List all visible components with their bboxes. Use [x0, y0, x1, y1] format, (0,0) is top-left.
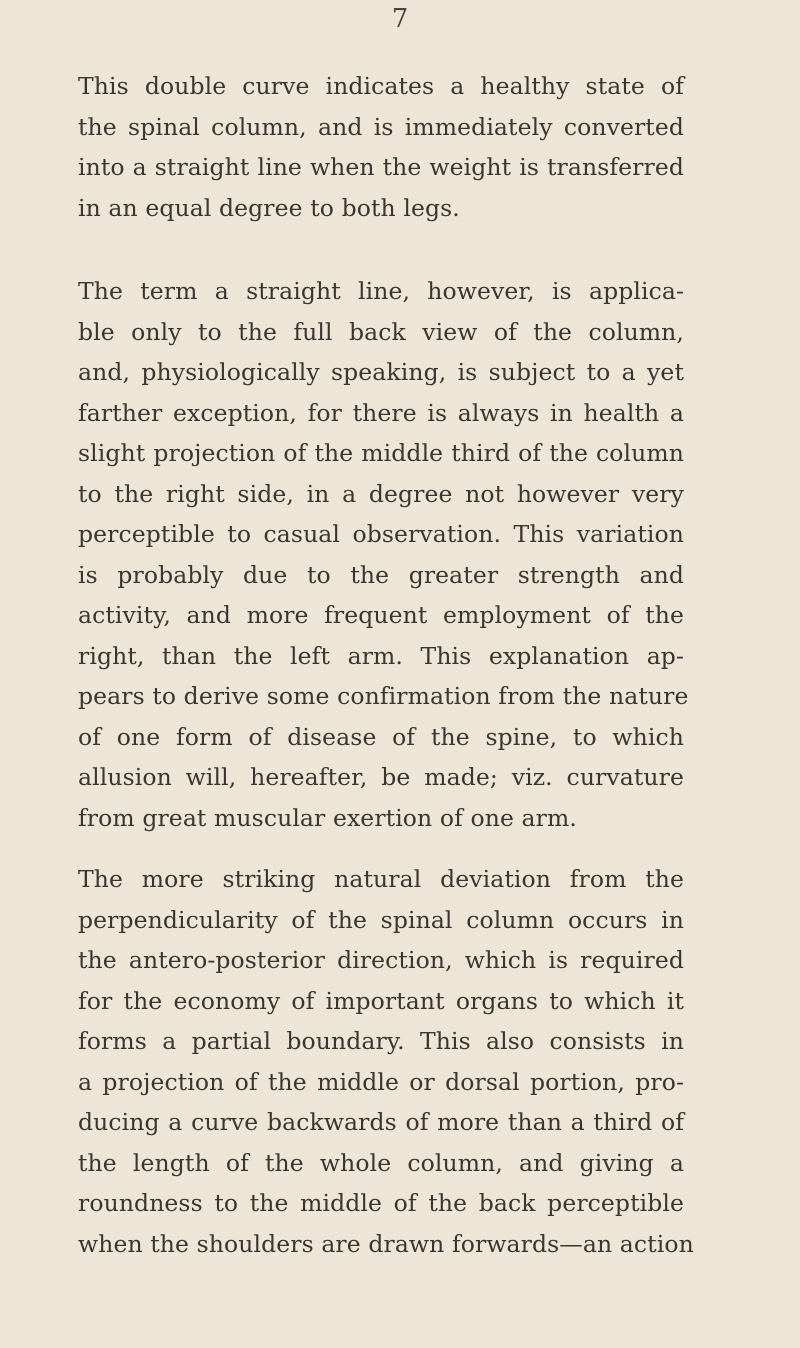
text-line: activity, and more frequent employment of the	[78, 601, 684, 629]
text-line: pears to derive some confirmation from the nature	[78, 682, 689, 710]
text-line: the spinal column, and is immediately converted	[78, 112, 684, 141]
text-line: slight projection of the middle third of the column	[78, 439, 684, 467]
text-line: into a straight line when the weight is transferred	[78, 153, 684, 181]
text-line: and, physiologically speaking, is subject to a yet	[78, 358, 684, 386]
page-number: 7	[391, 4, 409, 34]
paragraph-1	[78, 66, 684, 228]
text-line: ble only to the full back view of the column,	[78, 317, 684, 346]
text-line: the length of the whole column, and giving a	[78, 1148, 684, 1177]
text-line: the antero-posterior direction, which is required	[78, 946, 684, 974]
text-line: in an equal degree to both legs.	[78, 193, 460, 222]
text-line: perpendicularity of the spinal column occurs in	[78, 905, 684, 934]
text-line: perceptible to casual observation. This variation	[78, 520, 684, 548]
text-line: allusion will, hereafter, be made; viz. curvature	[78, 763, 684, 791]
text-line: farther exception, for there is always in health a	[78, 398, 684, 427]
text-line: of one form of disease of the spine, to which	[78, 722, 684, 751]
text-line: The more striking natural deviation from the	[78, 865, 684, 893]
text-line: right, than the left arm. This explanation ap-	[78, 641, 684, 670]
text-line: to the right side, in a degree not however very	[78, 479, 684, 508]
text-line: is probably due to the greater strength and	[78, 560, 684, 589]
text-line: roundness to the middle of the back perceptible	[78, 1189, 684, 1217]
text-line: forms a partial boundary. This also consists in	[78, 1027, 684, 1055]
text-line: when the shoulders are drawn forwards—an action	[78, 1229, 694, 1258]
paragraph-3	[78, 859, 694, 1264]
text-line: This double curve indicates a healthy state of	[78, 72, 684, 100]
text-line: a projection of the middle or dorsal portion, pro-	[78, 1067, 684, 1096]
paragraph-2	[78, 271, 689, 838]
text-line: The term a straight line, however, is applica-	[78, 277, 684, 305]
text-line: ducing a curve backwards of more than a third of	[78, 1108, 684, 1136]
text-line: from great muscular exertion of one arm.	[78, 803, 577, 832]
text-line: for the economy of important organs to which it	[78, 986, 684, 1015]
